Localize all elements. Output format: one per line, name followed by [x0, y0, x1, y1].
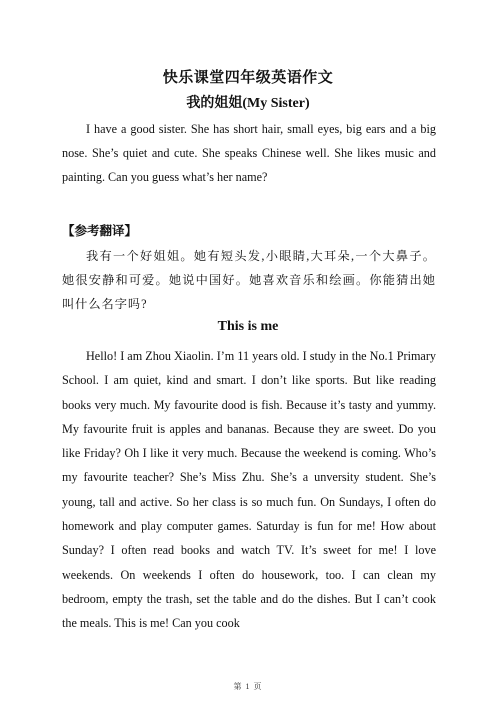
paragraph-my-sister: I have a good sister. She has short hair, small eyes, big ears and a big nose. She’s quiet and cute. She speaks Chinese well. She likes music and painting. Can you guess what’s her name?	[62, 122, 436, 184]
page-number-footer: 第 1 页	[233, 682, 263, 691]
section-title-this-is-me: This is me	[217, 319, 279, 334]
translation-heading: 【参考翻译】	[62, 224, 138, 238]
document-subtitle: 我的姐姐(My Sister)	[186, 96, 310, 111]
paragraph-this-is-me: Hello! I am Zhou Xiaolin. I’m 11 years old. I study in the No.1 Primary School. I am quiet, kind and smart. I don’t like sports. But like reading books very much. My favourite dood is fish. Because it’s tasty and yummy. My favourite fruit is apples and bananas. Because they are sweet. Do you like Friday? Oh I like it very much. Because the weekend is coming. Who’s my favourite teacher? She’s Miss Zhu. She’s a unversity student. She’s young, tall and active. So her class is so much fun. On Sundays, I often do homework and play computer games. Saturday is fun for me! How about Sunday? I often read books and watch TV. It’s sweet for me! I love weekends. On weekends I often do housework, too. I can clean my bedroom, empty the trash, set the table and do the dishes. But I can’t cook the meals. This is me! Can you cook	[62, 349, 436, 631]
translation-paragraph: 我有一个好姐姐。她有短头发,小眼睛,大耳朵,一个大鼻子。她很安静和可爱。她说中国好。她喜欢音乐和绘画。你能猜出她叫什么名字吗?	[62, 249, 436, 311]
document-title: 快乐课堂四年级英语作文	[162, 70, 334, 86]
